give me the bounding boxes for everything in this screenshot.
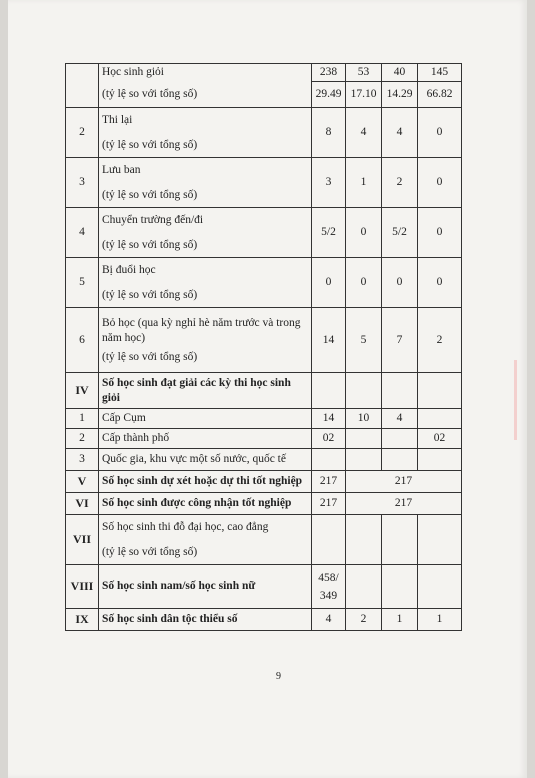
value-cell: 217 <box>312 493 346 515</box>
value-cell: 217 <box>312 471 346 493</box>
row-label: Cấp Cụm <box>99 409 312 429</box>
row-title: Chuyển trường đến/đi <box>102 213 204 226</box>
value-cell: 1 <box>346 158 382 208</box>
value-cell <box>346 565 382 609</box>
section-title: Số học sinh đạt giải các kỳ thi học sinh giỏi <box>99 373 312 409</box>
row-label: Cấp thành phố <box>99 429 312 449</box>
value-cell: 0 <box>346 208 382 258</box>
value-cell: 10 <box>346 409 382 429</box>
value-cell: 0 <box>418 258 462 308</box>
section-number: VII <box>66 515 99 565</box>
stt-cell: 3 <box>66 449 99 471</box>
value-cell: 4 <box>382 108 418 158</box>
value-cell <box>346 373 382 409</box>
stt-cell: 2 <box>66 429 99 449</box>
value-cell <box>382 565 418 609</box>
statistics-table <box>65 63 462 631</box>
value-cell <box>346 515 382 565</box>
value-cell <box>418 409 462 429</box>
stt-cell: 6 <box>66 308 99 373</box>
row-note: (tỷ lệ so với tổng số) <box>99 82 312 108</box>
row-label <box>99 208 312 258</box>
value-cell <box>346 429 382 449</box>
table-row <box>66 208 462 258</box>
stt-cell: 5 <box>66 258 99 308</box>
row-note: (tỷ lệ so với tổng số) <box>102 545 198 558</box>
value-cell <box>418 373 462 409</box>
row-title: Thi lại <box>102 113 133 126</box>
value-cell: 02 <box>312 429 346 449</box>
row-note: (tỷ lệ so với tổng số) <box>102 188 198 201</box>
table-row <box>66 308 462 373</box>
value-cell: 4 <box>312 609 346 631</box>
value-cell: 0 <box>418 208 462 258</box>
value-cell: 2 <box>346 609 382 631</box>
table-row <box>66 82 462 108</box>
table-row <box>66 429 462 449</box>
section-number: V <box>66 471 99 493</box>
page-number: 9 <box>276 671 281 682</box>
table-row <box>66 449 462 471</box>
row-label <box>99 158 312 208</box>
row-label <box>99 308 312 373</box>
section-number: VI <box>66 493 99 515</box>
value-cell <box>312 515 346 565</box>
table-row <box>66 609 462 631</box>
row-title: Bỏ học (qua kỳ nghỉ hè năm trước và trong năm học) <box>102 316 301 344</box>
value-cell: 17.10 <box>346 82 382 108</box>
section-title: Số học sinh dân tộc thiểu số <box>99 609 312 631</box>
row-note: (tỷ lệ so với tổng số) <box>102 138 198 151</box>
value-cell: 14 <box>312 409 346 429</box>
table-row <box>66 373 462 409</box>
value-cell: 3 <box>312 158 346 208</box>
document-page <box>8 0 527 778</box>
value-cell: 217 <box>346 493 462 515</box>
table-row <box>66 565 462 609</box>
value-cell <box>382 515 418 565</box>
stamp-mark <box>514 360 517 440</box>
value-cell <box>346 449 382 471</box>
value-cell: 2 <box>382 158 418 208</box>
value-cell <box>382 429 418 449</box>
value-cell: 1 <box>382 609 418 631</box>
value-cell: 4 <box>346 108 382 158</box>
value-cell: 145 <box>418 64 462 82</box>
section-title: Số học sinh dự xét hoặc dự thi tốt nghiệp <box>99 471 312 493</box>
value-cell: 29.49 <box>312 82 346 108</box>
stt-cell: 3 <box>66 158 99 208</box>
value-cell: 02 <box>418 429 462 449</box>
row-label <box>99 515 312 565</box>
table-row <box>66 493 462 515</box>
value-cell: 0 <box>346 258 382 308</box>
table-row <box>66 409 462 429</box>
table-row <box>66 158 462 208</box>
stt-cell: 4 <box>66 208 99 258</box>
value-cell: 0 <box>312 258 346 308</box>
row-title: Bị đuổi học <box>102 263 156 276</box>
section-title: Số học sinh nam/số học sinh nữ <box>99 565 312 609</box>
row-label <box>99 258 312 308</box>
value-cell <box>418 565 462 609</box>
row-note: (tỷ lệ so với tổng số) <box>102 350 198 363</box>
value-cell <box>418 449 462 471</box>
table-row <box>66 471 462 493</box>
row-note: (tỷ lệ so với tổng số) <box>102 288 198 301</box>
value-cell: 458/ 349 <box>312 565 346 609</box>
row-label: Học sinh giỏi <box>99 64 312 82</box>
value-cell: 217 <box>346 471 462 493</box>
table-row <box>66 64 462 82</box>
value-cell: 1 <box>418 609 462 631</box>
table-row <box>66 108 462 158</box>
value-cell: 4 <box>382 409 418 429</box>
value-cell: 2 <box>418 308 462 373</box>
value-cell <box>312 449 346 471</box>
value-cell: 8 <box>312 108 346 158</box>
table-row <box>66 258 462 308</box>
value-cell: 0 <box>382 258 418 308</box>
value-cell <box>382 373 418 409</box>
row-note: (tỷ lệ so với tổng số) <box>102 238 198 251</box>
row-title: Lưu ban <box>102 163 141 176</box>
stt-cell: 2 <box>66 108 99 158</box>
value-cell: 238 <box>312 64 346 82</box>
stt-cell <box>66 64 99 108</box>
value-cell: 40 <box>382 64 418 82</box>
section-number: IX <box>66 609 99 631</box>
value-cell: 14.29 <box>382 82 418 108</box>
value-cell: 0 <box>418 108 462 158</box>
section-title: Số học sinh được công nhận tốt nghiệp <box>99 493 312 515</box>
value-cell: 7 <box>382 308 418 373</box>
section-number: VIII <box>66 565 99 609</box>
stt-cell: 1 <box>66 409 99 429</box>
value-cell <box>418 515 462 565</box>
value-cell: 53 <box>346 64 382 82</box>
value-cell: 5 <box>346 308 382 373</box>
section-number: IV <box>66 373 99 409</box>
value-cell: 5/2 <box>382 208 418 258</box>
value-cell <box>312 373 346 409</box>
row-label <box>99 108 312 158</box>
value-cell: 5/2 <box>312 208 346 258</box>
value-cell <box>382 449 418 471</box>
value-cell: 66.82 <box>418 82 462 108</box>
value-cell: 0 <box>418 158 462 208</box>
value-cell: 14 <box>312 308 346 373</box>
section-title: Số học sinh thi đỗ đại học, cao đẳng <box>102 520 269 533</box>
row-label: Quốc gia, khu vực một số nước, quốc tế <box>99 449 312 471</box>
table-row <box>66 515 462 565</box>
